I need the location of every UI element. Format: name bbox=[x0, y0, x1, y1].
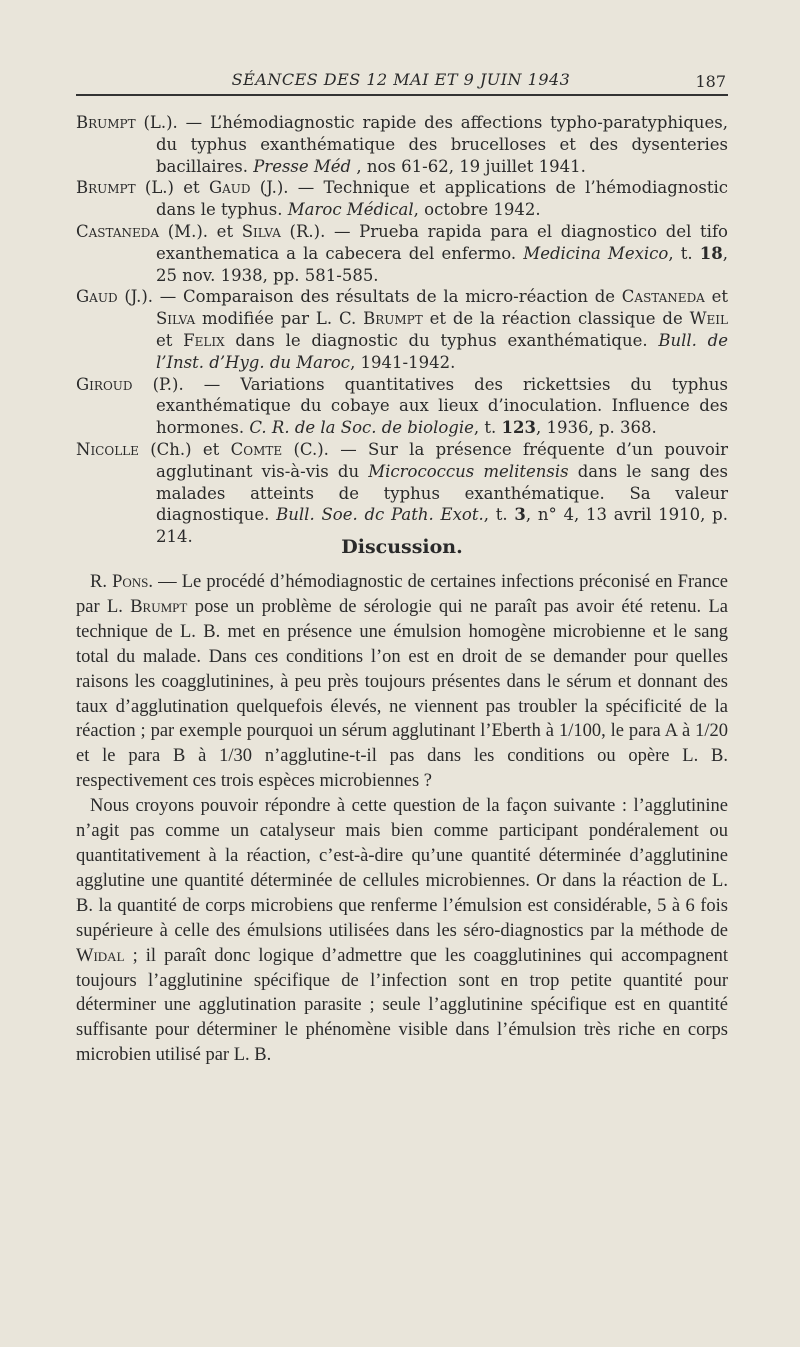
ref-text: (J.). — Technique et applications de l’hémodiagnostic dans le typhus. bbox=[156, 178, 728, 220]
reference-item bbox=[76, 374, 728, 439]
paragraph-text: ; il paraît donc logique d’admettre que les coagglutinines qui accompagnent toujours l’agglutinine spécifique de l’infection sont en trop petite quantité pour déterminer une agglutination parasite ; seule l’agglutinine spécifique est en quantité suffisante pour déterminer le phénomène visible dans l’émulsion très riche en corps microbien utilisé par L. B. bbox=[76, 945, 728, 1066]
running-title: SÉANCES DES 12 MAI ET 9 JUIN 1943 bbox=[231, 70, 571, 89]
ref-text: et de la réaction classique de bbox=[422, 309, 690, 329]
ref-journal: Maroc Médical bbox=[287, 200, 414, 220]
ref-tail: , n° 4, 13 avril 1910, p. 214. bbox=[156, 505, 728, 547]
ref-volume: 18 bbox=[699, 243, 723, 263]
ref-text: (C.). — Sur la présence fréquente d’un pouvoir agglutinant vis-à-vis du bbox=[156, 439, 728, 481]
ref-author: Comte bbox=[230, 439, 283, 459]
ref-author: Brumpt bbox=[76, 178, 136, 198]
ref-text: (L.) et bbox=[135, 178, 209, 198]
ref-text: modifiée par L. C. bbox=[195, 309, 364, 329]
author-name: Widal bbox=[76, 945, 125, 966]
speaker-name: R. Pons bbox=[90, 572, 149, 592]
ref-journal: C. R. de la Soc. de biologie bbox=[249, 418, 474, 438]
ref-author: Weil bbox=[689, 309, 728, 329]
ref-text: (Ch.) et bbox=[138, 439, 231, 459]
ref-tail: , 1936, p. 368. bbox=[535, 418, 657, 438]
reference-item bbox=[76, 221, 728, 286]
ref-tail: , octobre 1942. bbox=[413, 200, 541, 220]
ref-journal: Bull. Soe. dc Path. Exot. bbox=[276, 505, 484, 525]
page-number: 187 bbox=[695, 72, 726, 91]
ref-text: (L.). — L’hémodiagnostic rapide des affections typho-paratyphiques, du typhus exanthématique des brucelloses et des dysenteries bacillaires. bbox=[135, 113, 728, 176]
ref-text: (P.). — Variations quantitatives des rickettsies du typhus exanthématique du cobaye aux lieux d’inoculation. Influence des hormones. bbox=[132, 374, 728, 438]
paragraph-text: pose un problème de sérologie qui ne paraît pas avoir été retenu. La technique de L. B. met en présence une émulsion homogène microbienne et le sang total du malade. Dans ces conditions l’on est en droit de se demander pour quelles raisons les coagglutinines, à peu près toujours présentes dans le sérum et donnant des taux d’agglutination quelquefois élevés, ne viennent pas troubler la spécificité de la réaction ; par exemple pourquoi un sérum agglutinant l’Eberth à 1/100, le para A à 1/20 et le para B à 1/30 n’agglutine-t-il pas dans les conditions ou opère L. B. respectivement ces trois espèces microbiennes ? bbox=[76, 596, 728, 792]
ref-journal: Bull. de l’Inst. d’Hyg. du Maroc bbox=[156, 330, 728, 372]
ref-text: dans le diagnostic du typhus exanthématique. bbox=[224, 330, 659, 350]
ref-text: (M.). et bbox=[159, 221, 242, 241]
ref-author: Castaneda bbox=[621, 287, 705, 307]
paragraph bbox=[76, 794, 728, 1068]
ref-species: Micrococcus melitensis bbox=[368, 461, 569, 481]
ref-author: Silva bbox=[156, 309, 196, 329]
ref-text: (R.). — Prueba rapida para el diagnostico del tifo exanthematica a la cabecera del enfermo. bbox=[156, 221, 728, 263]
ref-author: Felix bbox=[183, 330, 225, 350]
reference-list bbox=[76, 112, 728, 548]
ref-author: Silva bbox=[241, 221, 281, 241]
section-title: Discussion. bbox=[341, 536, 463, 558]
reference-item bbox=[76, 286, 728, 373]
paragraph-text: Nous croyons pouvoir répondre à cette question de la façon suivante : l’agglutinine n’agit pas comme un catalyseur mais bien comme participant pondéralement ou quantitativement à la réaction, c’est-à-dire qu’une quantité déterminée d’agglutinine agglutine une quantité déterminée de cellules microbiennes. Or dans la réaction de L. B. la quantité de corps microbiens que renferme l’émulsion est considérable, 5 à 6 fois supérieure à celle des émulsions utilisées dans les séro-diagnostics par la méthode de bbox=[76, 796, 728, 941]
ref-author: Nicolle bbox=[76, 439, 139, 459]
paragraph-text: . — Le procédé d’hémodiagnostic de certaines infections préconisé en France par L. bbox=[76, 572, 729, 617]
reference-item bbox=[76, 177, 728, 221]
header-rule bbox=[76, 94, 728, 96]
ref-author: Brumpt bbox=[76, 113, 136, 132]
author-name: Brumpt bbox=[130, 596, 188, 617]
ref-author: Brumpt bbox=[363, 309, 423, 329]
ref-author: Gaud bbox=[208, 178, 251, 198]
ref-text: et bbox=[156, 330, 184, 350]
ref-text: , t. bbox=[483, 505, 515, 525]
ref-text: , t. bbox=[473, 418, 502, 438]
ref-text: (J.). — Comparaison des résultats de la micro-réaction de bbox=[117, 287, 622, 307]
reference-item bbox=[76, 112, 728, 177]
ref-volume: 3 bbox=[514, 505, 526, 525]
ref-tail: , nos 61-62, 19 juillet 1941. bbox=[351, 156, 586, 176]
ref-text: , t. bbox=[668, 243, 700, 263]
ref-author: Castaneda bbox=[76, 221, 160, 241]
ref-journal: Presse Méd bbox=[253, 156, 352, 176]
page-header bbox=[76, 66, 726, 94]
ref-volume: 123 bbox=[501, 418, 536, 438]
ref-text: dans le sang des malades atteints de typhus exanthématique. Sa valeur diagnostique. bbox=[156, 461, 728, 525]
ref-author: Gaud bbox=[76, 287, 118, 307]
ref-author: Giroud bbox=[76, 374, 133, 394]
discussion-body bbox=[76, 570, 728, 1068]
ref-tail: , 1941-1942. bbox=[350, 352, 456, 372]
reference-item bbox=[76, 439, 728, 548]
ref-text: et bbox=[704, 287, 728, 307]
ref-journal: Medicina Mexico bbox=[523, 243, 669, 263]
paragraph bbox=[76, 570, 728, 794]
ref-tail: , 25 nov. 1938, pp. 581-585. bbox=[156, 243, 728, 285]
